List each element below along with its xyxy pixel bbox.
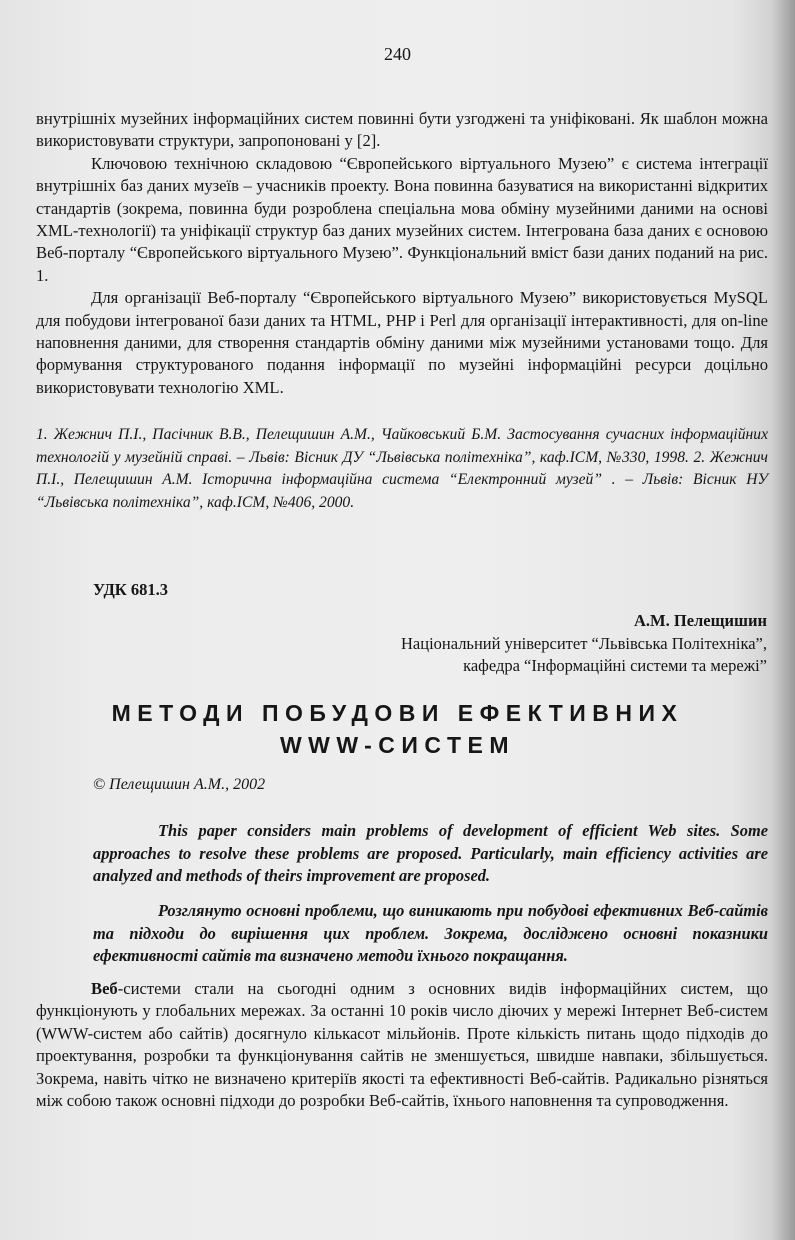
intro-paragraph-2: Ключовою технічною складовою “Європейського віртуального Музею” є система інтеграції внутрішніх баз даних музеїв – учасників проекту. Вона повинна базуватися на використанні відкритих стандартів (зокрема, повинна буди розроблена спеціальна мова обміну музейними даними на основі XML-технології) та уніфікації структур баз даних музейних систем. Інтегрована база даних є основою Веб-порталу “Європейського віртуального Музею”. Функціональний вміст бази даних поданий на рис. 1. — [36, 153, 768, 285]
author-affiliation: Національний університет “Львівська Політехніка”, — [401, 633, 767, 653]
copyright: © Пелещишин А.М., 2002 — [93, 776, 266, 793]
body-paragraph-text: -системи стали на сьогодні одним з основних видів інформаційних систем, що функціонують у глобальних мережах. За останні 10 років число діючих у мережі Інтернет Веб-систем (WWW-систем або сайтів) досягнуло кількасот мільйонів. Проте кількість питань щодо підходів до проектування, розробки та функціонування сайтів не зменшується, швидше навпаки, збільшується. Зокрема, навіть чітко не визначено критеріїв якості та ефективності Веб-сайтів. Радикально різняться між собою також основні підходи до розробки Веб-сайтів, їхнього наповнення та супроводження. — [36, 979, 768, 1111]
intro-section — [36, 108, 768, 399]
abstract-english-text: This paper considers main problems of development of efficient Web sites. Some approaches to resolve these problems are proposed. Particularly, main efficiency activities are analyzed and methods of theirs improvement are proposed. — [93, 821, 768, 886]
article-title-line-1: МЕТОДИ ПОБУДОВИ ЕФЕКТИВНИХ — [111, 700, 684, 726]
udk-code: УДК 681.3 — [93, 580, 169, 599]
references: 1. Жежнич П.І., Пасічник В.В., Пелещишин А.М., Чайковський Б.М. Застосування сучасних інформаційних технологій у музейній справі. – Львів: Вісник ДУ “Львівська політехніка”, каф.ІСМ, №330, 1998. 2. Жежнич П.І., Пелещишин А.М. Історична інформаційна система “Електронний музей” . – Львів: Вісник НУ “Львівська політехніка”, каф.ІСМ, №406, 2000. — [36, 426, 768, 511]
body-lead-word: Веб — [91, 979, 118, 998]
article-title — [40, 697, 755, 761]
article-title-line-2: WWW-СИСТЕМ — [279, 732, 516, 758]
intro-paragraph-3: Для організації Веб-порталу “Європейського віртуального Музею” використовується MySQL для побудови інтегрованої бази даних та HTML, PHP і Perl для організації інтерактивності, для on-line наповнення даними, для створення стандартів обміну даними між музейними установами тощо. Для формування структурованого подання інформації по музейні інформаційні ресурси доцільно використовувати технологію XML. — [36, 288, 768, 397]
author-name: А.М. Пелещишин — [634, 611, 767, 630]
author-block — [401, 610, 767, 678]
page-number: 240 — [384, 44, 411, 64]
abstract-ukrainian — [93, 900, 768, 968]
abstract-ukrainian-text: Розглянуто основні проблеми, що виникають при побудові ефективних Веб-сайтів та підходи до вирішення цих проблем. Зокрема, досліджено основні показники ефективності сайтів та визначено методи їхнього покращання. — [93, 901, 768, 966]
author-department: кафедра “Інформаційні системи та мережі” — [463, 656, 767, 675]
abstract-english — [93, 820, 768, 888]
body-paragraph — [36, 978, 768, 1112]
intro-paragraph-1: внутрішніх музейних інформаційних систем повинні бути узгоджені та уніфіковані. Як шаблон можна використовувати структури, запропоновані у [2]. — [36, 109, 768, 151]
body-section — [36, 978, 768, 1112]
